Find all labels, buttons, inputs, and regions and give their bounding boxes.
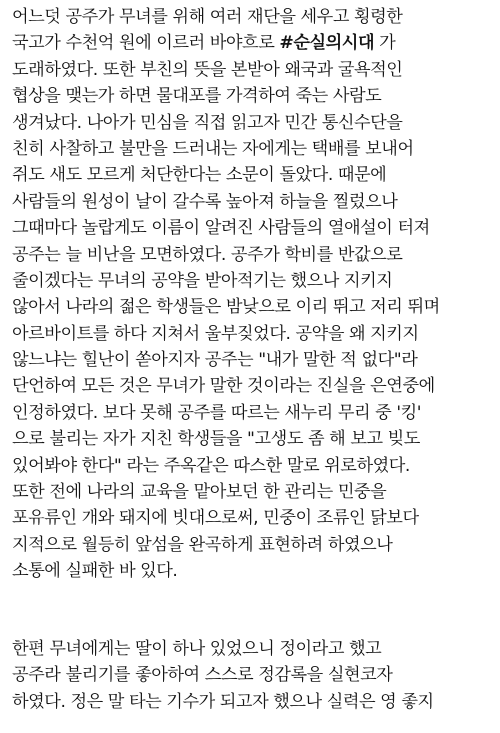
text-line: 어느덧 공주가 무녀를 위해 여러 재단을 세우고 횡령한 bbox=[12, 7, 403, 27]
text-line: 협상을 맺는가 하면 물대포를 가격하여 죽는 사람도 bbox=[12, 86, 382, 107]
text-line: 도래하였다. 또한 부친의 뜻을 본받아 왜국과 굴욕적인 bbox=[12, 59, 403, 80]
text-line-with-hashtag bbox=[12, 30, 498, 56]
text-segment: 가 bbox=[374, 33, 396, 54]
text-line: 줄이겠다는 무녀의 공약을 받아적기는 했으나 지키지 bbox=[12, 270, 393, 291]
text-line: 있어봐야 한다" 라는 주옥같은 따스한 말로 위로하였다. bbox=[12, 455, 410, 476]
paragraph-2 bbox=[12, 636, 498, 715]
text-line: 으로 불리는 자가 지친 학생들을 "고생도 좀 해 보고 빚도 bbox=[12, 429, 420, 450]
text-line: 아르바이트를 하다 지쳐서 울부짖었다. 공약을 왜 지키지 bbox=[12, 323, 419, 344]
text-line: 또한 전에 나라의 교육을 맡아보던 한 관리는 민중을 bbox=[12, 482, 387, 503]
text-line: 공주는 늘 비난을 모면하였다. 공주가 학비를 반값으로 bbox=[12, 244, 403, 265]
text-line: 사람들의 원성이 날이 갈수록 높아져 하늘을 찔렀으나 bbox=[12, 191, 398, 212]
text-segment: 국고가 수천억 원에 이르러 바야흐로 bbox=[12, 33, 280, 54]
text-line: 않느냐는 힐난이 쏟아지자 공주는 "내가 말한 적 없다"라 bbox=[12, 350, 418, 371]
text-line: 친히 사찰하고 불만을 드러내는 자에게는 택배를 보내어 bbox=[12, 138, 414, 159]
text-line: 인정하였다. 보다 못해 공주를 따르는 새누리 무리 중 '킹' bbox=[12, 402, 422, 423]
text-line: 공주라 불리기를 좋아하여 스스로 정감록을 실현코자 bbox=[12, 665, 393, 686]
text-line: 단언하여 모든 것은 무녀가 말한 것이라는 진실을 은연중에 bbox=[12, 376, 435, 397]
text-line: 생겨났다. 나아가 민심을 직접 읽고자 민간 통신수단을 bbox=[12, 112, 403, 133]
paragraph-1 bbox=[12, 4, 498, 585]
text-line: 지적으로 월등히 앞섬을 완곡하게 표현하려 하였으나 bbox=[12, 534, 393, 555]
text-line: 쥐도 새도 모르게 처단한다는 소문이 돌았다. 때문에 bbox=[12, 165, 387, 186]
hashtag: #순실의시대 bbox=[279, 33, 375, 54]
text-line: 한편 무녀에게는 딸이 하나 있었으니 정이라고 했고 bbox=[12, 639, 382, 659]
text-line: 그때마다 놀랍게도 이름이 알려진 사람들의 열애설이 터져 bbox=[12, 218, 430, 239]
text-line: 않아서 나라의 젊은 학생들은 밤낮으로 이리 뛰고 저리 뛰며 bbox=[12, 297, 440, 318]
text-line: 포유류인 개와 돼지에 빗대으로써, 민중이 조류인 닭보다 bbox=[12, 508, 419, 529]
text-line: 소통에 실패한 바 있다. bbox=[12, 561, 178, 582]
text-line: 하였다. 정은 말 타는 기수가 되고자 했으나 실력은 영 좋지 bbox=[12, 691, 434, 712]
